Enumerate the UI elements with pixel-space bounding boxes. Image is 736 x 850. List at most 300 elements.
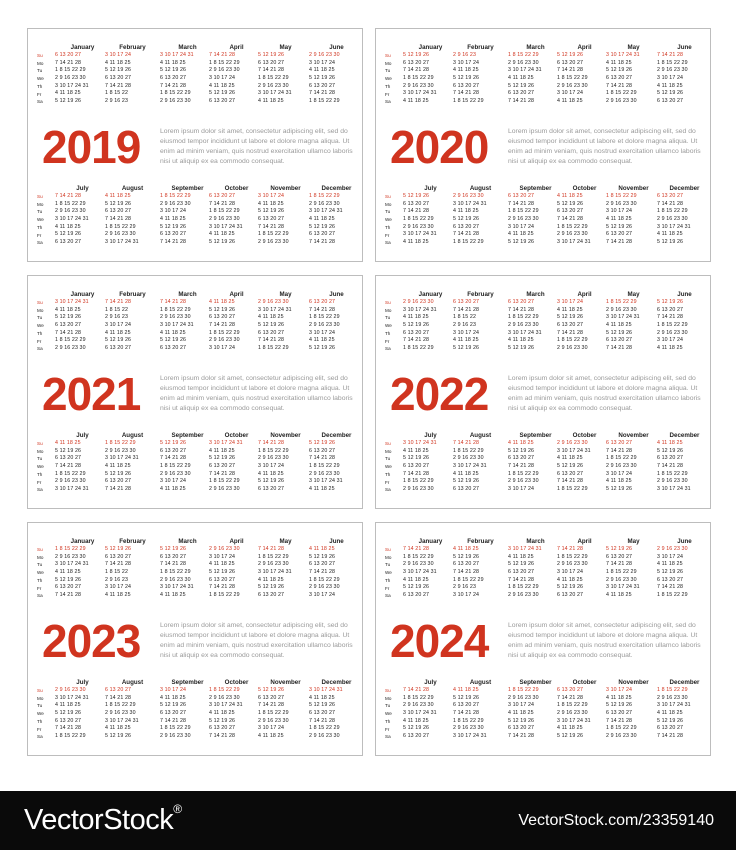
year-title: 2022 xyxy=(390,368,489,420)
weekday-dates: 6 13 20 27 xyxy=(403,59,430,66)
month-name: September xyxy=(519,432,552,439)
weekday-dates: 2 9 16 23 30 xyxy=(209,337,240,344)
weekday-dates: 2 9 16 23 30 xyxy=(258,239,289,246)
weekday-dates: 6 13 20 27 xyxy=(606,710,633,717)
weekday-dates: 1 8 15 22 xyxy=(105,306,128,313)
sunday-dates: 3 10 17 24 xyxy=(258,193,285,199)
weekday-dates: 6 13 20 27 xyxy=(209,463,236,470)
month-name: June xyxy=(329,44,344,51)
month-block xyxy=(657,678,712,741)
weekday-dates: 2 9 16 23 30 xyxy=(606,98,637,105)
weekday-label: We xyxy=(37,217,44,223)
sunday-dates: 1 8 15 22 29 xyxy=(105,440,136,446)
weekday-dates: 7 14 21 28 xyxy=(258,67,285,74)
weekday-dates: 2 9 16 23 30 xyxy=(258,82,289,89)
weekday-dates: 3 10 17 24 xyxy=(209,75,236,82)
month-name: November xyxy=(270,185,301,192)
sunday-dates: 2 9 16 23 30 xyxy=(403,299,434,305)
weekday-dates: 4 11 18 25 xyxy=(55,90,81,97)
month-block xyxy=(209,431,264,494)
month-name: January xyxy=(418,291,443,298)
sunday-dates: 2 9 16 23 xyxy=(453,52,476,58)
weekday-label: Tu xyxy=(385,209,391,215)
weekday-label: We xyxy=(385,217,392,223)
month-block xyxy=(258,431,313,494)
calendar-card xyxy=(375,522,711,756)
weekday-dates: 7 14 21 28 xyxy=(657,733,684,740)
month-name: February xyxy=(119,44,146,51)
weekday-dates: 1 8 15 22 29 xyxy=(453,576,484,583)
weekday-dates: 1 8 15 22 29 xyxy=(557,486,588,493)
weekday-dates: 5 12 19 26 xyxy=(105,67,132,74)
weekday-label: Sa xyxy=(385,346,391,352)
weekday-dates: 1 8 15 22 xyxy=(105,569,128,576)
first-half-months xyxy=(28,290,364,354)
weekday-dates: 1 8 15 22 29 xyxy=(453,239,484,246)
month-block xyxy=(105,290,160,353)
sunday-dates: 5 12 19 26 xyxy=(160,546,187,552)
weekday-dates: 7 14 21 28 xyxy=(55,59,82,66)
weekday-dates: 4 11 18 25 xyxy=(606,478,632,485)
month-block xyxy=(657,184,712,247)
weekday-dates: 7 14 21 28 xyxy=(557,478,584,485)
weekday-dates: 7 14 21 28 xyxy=(309,239,336,246)
weekday-dates: 1 8 15 22 29 xyxy=(209,329,240,336)
weekday-dates: 4 11 18 25 xyxy=(403,98,429,105)
first-half-months xyxy=(376,290,712,354)
sunday-dates: 1 8 15 22 29 xyxy=(209,687,240,693)
weekday-dates: 6 13 20 27 xyxy=(309,82,336,89)
weekday-dates: 6 13 20 27 xyxy=(309,561,336,568)
weekday-dates: 7 14 21 28 xyxy=(258,223,285,230)
weekday-label: Mo xyxy=(37,60,44,66)
month-block xyxy=(606,184,661,247)
weekday-dates: 6 13 20 27 xyxy=(55,239,82,246)
month-name: March xyxy=(178,44,197,51)
weekday-dates: 4 11 18 25 xyxy=(657,345,683,352)
month-block xyxy=(309,43,364,106)
weekday-dates: 4 11 18 25 xyxy=(258,470,284,477)
month-name: July xyxy=(76,679,89,686)
sunday-dates: 7 14 21 28 xyxy=(403,687,430,693)
placeholder-text: Lorem ipsum dolor sit amet, consectetur adipiscing elit, sed do eiusmod tempor incididunt ut labore et dolore magna aliqua. Ut enim ad minim veniam, quis nostrud exercitation ullamco laboris nisi ut aliquip ex ea commodo consequat. xyxy=(508,375,701,412)
weekday-dates: 1 8 15 22 29 xyxy=(453,447,484,454)
weekday-dates: 6 13 20 27 xyxy=(557,470,584,477)
year-title: 2020 xyxy=(390,121,489,173)
weekday-dates: 6 13 20 27 xyxy=(403,463,430,470)
month-block xyxy=(403,537,458,600)
weekday-dates: 1 8 15 22 29 xyxy=(309,725,340,732)
month-name: December xyxy=(321,432,352,439)
weekday-label: We xyxy=(37,464,44,470)
brand-light: Vector xyxy=(24,804,104,836)
weekday-dates: 6 13 20 27 xyxy=(105,478,132,485)
weekday-dates: 1 8 15 22 29 xyxy=(657,470,688,477)
sunday-dates: 7 14 21 28 xyxy=(258,440,285,446)
weekday-dates: 5 12 19 26 xyxy=(508,239,535,246)
weekday-dates: 4 11 18 25 xyxy=(309,694,335,701)
weekday-dates: 7 14 21 28 xyxy=(403,67,430,74)
weekday-dates: 6 13 20 27 xyxy=(258,216,285,223)
weekday-dates: 4 11 18 25 xyxy=(160,592,186,599)
footer-bar xyxy=(0,791,736,850)
weekday-dates: 1 8 15 22 29 xyxy=(160,306,191,313)
first-half-months xyxy=(28,43,364,107)
weekday-dates: 5 12 19 26 xyxy=(557,200,584,207)
weekday-dates: 3 10 17 24 xyxy=(209,553,236,560)
month-block xyxy=(557,290,612,353)
weekday-label: Fr xyxy=(385,726,390,732)
month-block xyxy=(55,184,110,247)
weekday-label: Th xyxy=(37,577,43,583)
sunday-dates: 1 8 15 22 29 xyxy=(657,687,688,693)
weekday-dates: 2 9 16 23 30 xyxy=(160,98,191,105)
weekday-dates: 3 10 17 24 31 xyxy=(453,733,487,740)
weekday-dates: 1 8 15 22 29 xyxy=(453,98,484,105)
sunday-dates: 3 10 17 24 xyxy=(557,299,584,305)
weekday-dates: 4 11 18 25 xyxy=(309,337,335,344)
calendar-card xyxy=(27,522,363,756)
weekday-dates: 2 9 16 23 xyxy=(453,322,476,329)
month-block xyxy=(606,290,661,353)
month-block xyxy=(453,290,508,353)
month-block xyxy=(105,678,160,741)
month-block xyxy=(209,290,264,353)
weekday-dates: 6 13 20 27 xyxy=(606,75,633,82)
month-name: June xyxy=(677,538,692,545)
weekday-dates: 1 8 15 22 29 xyxy=(209,59,240,66)
weekday-dates: 3 10 17 24 31 xyxy=(557,717,591,724)
weekday-dates: 3 10 17 24 xyxy=(105,322,132,329)
month-block xyxy=(657,431,712,494)
sunday-dates: 3 10 17 24 31 xyxy=(403,440,437,446)
weekday-dates: 2 9 16 23 30 xyxy=(557,231,588,238)
sunday-dates: 5 12 19 26 xyxy=(403,193,430,199)
month-block xyxy=(508,431,563,494)
weekday-dates: 3 10 17 24 xyxy=(508,702,535,709)
weekday-dates: 4 11 18 25 xyxy=(209,231,235,238)
month-block xyxy=(508,43,563,106)
year-title: 2024 xyxy=(390,615,489,667)
weekday-dates: 2 9 16 23 xyxy=(105,314,128,321)
weekday-dates: 1 8 15 22 29 xyxy=(309,463,340,470)
weekday-dates: 6 13 20 27 xyxy=(557,208,584,215)
weekday-label: Sa xyxy=(385,593,391,599)
weekday-dates: 2 9 16 23 30 xyxy=(657,478,688,485)
weekday-dates: 6 13 20 27 xyxy=(258,592,285,599)
weekday-dates: 3 10 17 24 31 xyxy=(606,314,640,321)
weekday-dates: 2 9 16 23 30 xyxy=(453,725,484,732)
weekday-dates: 3 10 17 24 xyxy=(657,337,684,344)
weekday-dates: 2 9 16 23 30 xyxy=(105,447,136,454)
weekday-dates: 5 12 19 26 xyxy=(606,223,633,230)
weekday-dates: 5 12 19 26 xyxy=(309,75,336,82)
month-block xyxy=(657,43,712,106)
weekday-dates: 1 8 15 22 29 xyxy=(606,455,637,462)
weekday-dates: 3 10 17 24 xyxy=(209,345,236,352)
weekday-dates: 6 13 20 27 xyxy=(657,576,684,583)
weekday-dates: 7 14 21 28 xyxy=(105,216,132,223)
month-name: May xyxy=(627,44,640,51)
weekday-dates: 2 9 16 23 30 xyxy=(453,455,484,462)
sunday-dates: 5 12 19 26 xyxy=(105,546,132,552)
weekday-dates: 5 12 19 26 xyxy=(209,239,236,246)
weekday-dates: 1 8 15 22 29 xyxy=(403,345,434,352)
weekday-dates: 5 12 19 26 xyxy=(453,694,480,701)
weekday-dates: 7 14 21 28 xyxy=(403,208,430,215)
weekday-dates: 7 14 21 28 xyxy=(309,90,336,97)
month-name: November xyxy=(618,432,649,439)
weekday-label: We xyxy=(385,711,392,717)
weekday-dates: 4 11 18 25 xyxy=(453,337,479,344)
weekday-dates: 6 13 20 27 xyxy=(657,455,684,462)
month-block xyxy=(160,184,215,247)
weekday-dates: 6 13 20 27 xyxy=(55,584,82,591)
month-block xyxy=(657,290,712,353)
weekday-dates: 7 14 21 28 xyxy=(657,314,684,321)
weekday-dates: 5 12 19 26 xyxy=(258,478,285,485)
weekday-dates: 7 14 21 28 xyxy=(309,717,336,724)
weekday-dates: 5 12 19 26 xyxy=(453,345,480,352)
weekday-dates: 4 11 18 25 xyxy=(105,329,131,336)
month-block xyxy=(209,678,264,741)
weekday-dates: 1 8 15 22 29 xyxy=(508,208,539,215)
weekday-dates: 2 9 16 23 30 xyxy=(209,216,240,223)
weekday-label: Mo xyxy=(385,201,392,207)
weekday-dates: 7 14 21 28 xyxy=(55,592,82,599)
month-name: March xyxy=(178,291,197,298)
weekday-dates: 6 13 20 27 xyxy=(403,592,430,599)
sunday-dates: 3 10 17 24 xyxy=(606,687,633,693)
weekday-dates: 5 12 19 26 xyxy=(209,90,236,97)
weekday-dates: 3 10 17 24 31 xyxy=(403,306,437,313)
weekday-dates: 3 10 17 24 31 xyxy=(309,208,343,215)
weekday-dates: 5 12 19 26 xyxy=(557,584,584,591)
weekday-dates: 4 11 18 25 xyxy=(309,486,335,493)
weekday-dates: 7 14 21 28 xyxy=(508,200,535,207)
weekday-dates: 6 13 20 27 xyxy=(606,231,633,238)
sunday-dates: 2 9 16 23 30 xyxy=(258,299,289,305)
month-name: July xyxy=(424,432,437,439)
weekday-dates: 5 12 19 26 xyxy=(309,223,336,230)
month-block xyxy=(258,43,313,106)
weekday-dates: 7 14 21 28 xyxy=(55,329,82,336)
brand-bold: Stock xyxy=(103,804,174,836)
placeholder-text: Lorem ipsum dolor sit amet, consectetur adipiscing elit, sed do eiusmod tempor incididunt ut labore et dolore magna aliqua. Ut enim ad minim veniam, quis nostrud exercitation ullamco laboris nisi ut aliquip ex ea commodo consequat. xyxy=(160,622,353,659)
weekday-dates: 4 11 18 25 xyxy=(209,710,235,717)
month-name: October xyxy=(224,679,249,686)
weekday-dates: 7 14 21 28 xyxy=(508,576,535,583)
month-name: June xyxy=(329,291,344,298)
weekday-dates: 2 9 16 23 30 xyxy=(309,733,340,740)
weekday-dates: 2 9 16 23 30 xyxy=(657,67,688,74)
weekday-dates: 2 9 16 23 30 xyxy=(403,223,434,230)
weekday-dates: 7 14 21 28 xyxy=(508,463,535,470)
second-half-months xyxy=(376,431,712,495)
weekday-dates: 6 13 20 27 xyxy=(508,90,535,97)
calendar-card xyxy=(27,28,363,262)
weekday-dates: 7 14 21 28 xyxy=(160,717,187,724)
registered-mark: ® xyxy=(173,802,182,816)
weekday-dates: 6 13 20 27 xyxy=(209,725,236,732)
weekday-dates: 7 14 21 28 xyxy=(258,702,285,709)
month-name: September xyxy=(519,679,552,686)
weekday-dates: 5 12 19 26 xyxy=(508,717,535,724)
weekday-dates: 1 8 15 22 29 xyxy=(403,553,434,560)
sunday-dates: 7 14 21 28 xyxy=(403,546,430,552)
weekday-dates: 6 13 20 27 xyxy=(105,345,132,352)
weekday-dates: 6 13 20 27 xyxy=(508,569,535,576)
month-name: February xyxy=(467,538,494,545)
weekday-label: Mo xyxy=(37,695,44,701)
weekday-dates: 5 12 19 26 xyxy=(508,447,535,454)
weekday-dates: 6 13 20 27 xyxy=(160,231,187,238)
weekday-dates: 5 12 19 26 xyxy=(309,345,336,352)
weekday-dates: 4 11 18 25 xyxy=(105,592,131,599)
calendar-card xyxy=(375,275,711,509)
weekday-label: Su xyxy=(385,688,391,693)
weekday-dates: 1 8 15 22 29 xyxy=(403,694,434,701)
weekday-dates: 3 10 17 24 xyxy=(606,470,633,477)
weekday-dates: 2 9 16 23 30 xyxy=(309,470,340,477)
weekday-label: Tu xyxy=(37,703,43,709)
weekday-dates: 7 14 21 28 xyxy=(309,306,336,313)
weekday-dates: 3 10 17 24 31 xyxy=(209,223,243,230)
weekday-dates: 4 11 18 25 xyxy=(453,67,479,74)
weekday-dates: 3 10 17 24 xyxy=(105,584,132,591)
weekday-dates: 5 12 19 26 xyxy=(309,702,336,709)
month-name: December xyxy=(669,679,700,686)
weekday-dates: 1 8 15 22 29 xyxy=(258,710,289,717)
year-title: 2021 xyxy=(42,368,141,420)
weekday-dates: 4 11 18 25 xyxy=(55,702,81,709)
weekday-dates: 3 10 17 24 xyxy=(309,59,336,66)
weekday-dates: 5 12 19 26 xyxy=(403,584,430,591)
weekday-label: Tu xyxy=(37,562,43,568)
weekday-dates: 6 13 20 27 xyxy=(55,455,82,462)
month-block xyxy=(453,184,508,247)
weekday-dates: 5 12 19 26 xyxy=(403,455,430,462)
weekday-dates: 6 13 20 27 xyxy=(508,725,535,732)
weekday-dates: 3 10 17 24 31 xyxy=(403,710,437,717)
month-block xyxy=(557,43,612,106)
sunday-dates: 5 12 19 26 xyxy=(657,299,684,305)
weekday-dates: 6 13 20 27 xyxy=(453,82,480,89)
weekday-dates: 2 9 16 23 30 xyxy=(657,329,688,336)
sunday-dates: 1 8 15 22 29 xyxy=(508,687,539,693)
weekday-dates: 4 11 18 25 xyxy=(160,329,186,336)
sunday-dates: 3 10 17 24 xyxy=(105,52,132,58)
weekday-label: Fr xyxy=(37,479,42,485)
sunday-dates: 7 14 21 28 xyxy=(209,52,236,58)
weekday-dates: 2 9 16 23 xyxy=(453,584,476,591)
weekday-label: Su xyxy=(385,441,391,446)
second-half-months xyxy=(28,678,364,742)
weekday-dates: 6 13 20 27 xyxy=(209,314,236,321)
weekday-dates: 6 13 20 27 xyxy=(453,486,480,493)
weekday-dates: 3 10 17 24 xyxy=(657,553,684,560)
weekday-dates: 3 10 17 24 31 xyxy=(105,455,139,462)
weekday-dates: 3 10 17 24 31 xyxy=(258,569,292,576)
weekday-dates: 6 13 20 27 xyxy=(606,337,633,344)
sunday-dates: 3 10 17 24 xyxy=(160,687,187,693)
month-name: October xyxy=(224,432,249,439)
sunday-dates: 1 8 15 22 29 xyxy=(309,193,340,199)
weekday-dates: 6 13 20 27 xyxy=(657,725,684,732)
weekday-dates: 1 8 15 22 29 xyxy=(55,337,86,344)
weekday-dates: 2 9 16 23 30 xyxy=(258,717,289,724)
placeholder-text: Lorem ipsum dolor sit amet, consectetur adipiscing elit, sed do eiusmod tempor incididunt ut labore et dolore magna aliqua. Ut enim ad minim veniam, quis nostrud exercitation ullamco laboris nisi ut aliquip ex ea commodo consequat. xyxy=(160,128,353,165)
sunday-dates: 1 8 15 22 29 xyxy=(606,299,637,305)
month-block xyxy=(55,537,110,600)
second-half-months xyxy=(376,184,712,248)
weekday-dates: 2 9 16 23 30 xyxy=(209,486,240,493)
sunday-dates: 4 11 18 25 xyxy=(309,546,335,552)
weekday-dates: 7 14 21 28 xyxy=(606,717,633,724)
placeholder-text: Lorem ipsum dolor sit amet, consectetur adipiscing elit, sed do eiusmod tempor incididunt ut labore et dolore magna aliqua. Ut enim ad minim veniam, quis nostrud exercitation ullamco laboris nisi ut aliquip ex ea commodo consequat. xyxy=(508,622,701,659)
sunday-dates: 5 12 19 26 xyxy=(606,546,633,552)
weekday-dates: 4 11 18 25 xyxy=(508,231,534,238)
month-block xyxy=(160,43,215,106)
weekday-dates: 3 10 17 24 xyxy=(309,329,336,336)
weekday-label: Sa xyxy=(37,346,43,352)
weekday-label: Fr xyxy=(37,232,42,238)
weekday-dates: 5 12 19 26 xyxy=(657,717,684,724)
weekday-dates: 3 10 17 24 31 xyxy=(105,717,139,724)
weekday-dates: 2 9 16 23 30 xyxy=(508,592,539,599)
sunday-dates: 6 13 20 27 xyxy=(508,193,535,199)
weekday-dates: 5 12 19 26 xyxy=(606,486,633,493)
month-name: February xyxy=(119,291,146,298)
weekday-dates: 7 14 21 28 xyxy=(453,231,480,238)
sunday-dates: 6 13 20 27 xyxy=(557,687,584,693)
weekday-dates: 1 8 15 22 29 xyxy=(606,725,637,732)
weekday-dates: 1 8 15 22 29 xyxy=(453,717,484,724)
month-block xyxy=(557,537,612,600)
weekday-dates: 5 12 19 26 xyxy=(403,322,430,329)
image-credit: VectorStock.com/23359140 xyxy=(518,812,714,829)
weekday-dates: 7 14 21 28 xyxy=(453,90,480,97)
weekday-dates: 3 10 17 24 31 xyxy=(403,90,437,97)
weekday-dates: 2 9 16 23 30 xyxy=(403,702,434,709)
weekday-dates: 6 13 20 27 xyxy=(309,231,336,238)
weekday-dates: 1 8 15 22 29 xyxy=(657,592,688,599)
weekday-dates: 3 10 17 24 31 xyxy=(55,216,89,223)
weekday-dates: 2 9 16 23 30 xyxy=(508,59,539,66)
weekday-dates: 7 14 21 28 xyxy=(209,733,236,740)
weekday-dates: 5 12 19 26 xyxy=(160,337,187,344)
weekday-dates: 7 14 21 28 xyxy=(508,306,535,313)
weekday-dates: 2 9 16 23 30 xyxy=(606,463,637,470)
month-name: December xyxy=(321,679,352,686)
month-name: September xyxy=(171,679,204,686)
weekday-dates: 5 12 19 26 xyxy=(508,561,535,568)
weekday-dates: 6 13 20 27 xyxy=(55,322,82,329)
weekday-dates: 2 9 16 23 30 xyxy=(55,208,86,215)
weekday-dates: 4 11 18 25 xyxy=(105,59,131,66)
month-name: July xyxy=(424,185,437,192)
sunday-dates: 4 11 18 25 xyxy=(55,440,81,446)
weekday-dates: 5 12 19 26 xyxy=(557,314,584,321)
month-block xyxy=(403,43,458,106)
weekday-dates: 3 10 17 24 31 xyxy=(403,231,437,238)
weekday-dates: 4 11 18 25 xyxy=(309,67,335,74)
weekday-dates: 5 12 19 26 xyxy=(403,725,430,732)
weekday-dates: 5 12 19 26 xyxy=(453,478,480,485)
weekday-label: Th xyxy=(385,224,391,230)
weekday-label: Sa xyxy=(385,734,391,740)
weekday-dates: 6 13 20 27 xyxy=(105,553,132,560)
